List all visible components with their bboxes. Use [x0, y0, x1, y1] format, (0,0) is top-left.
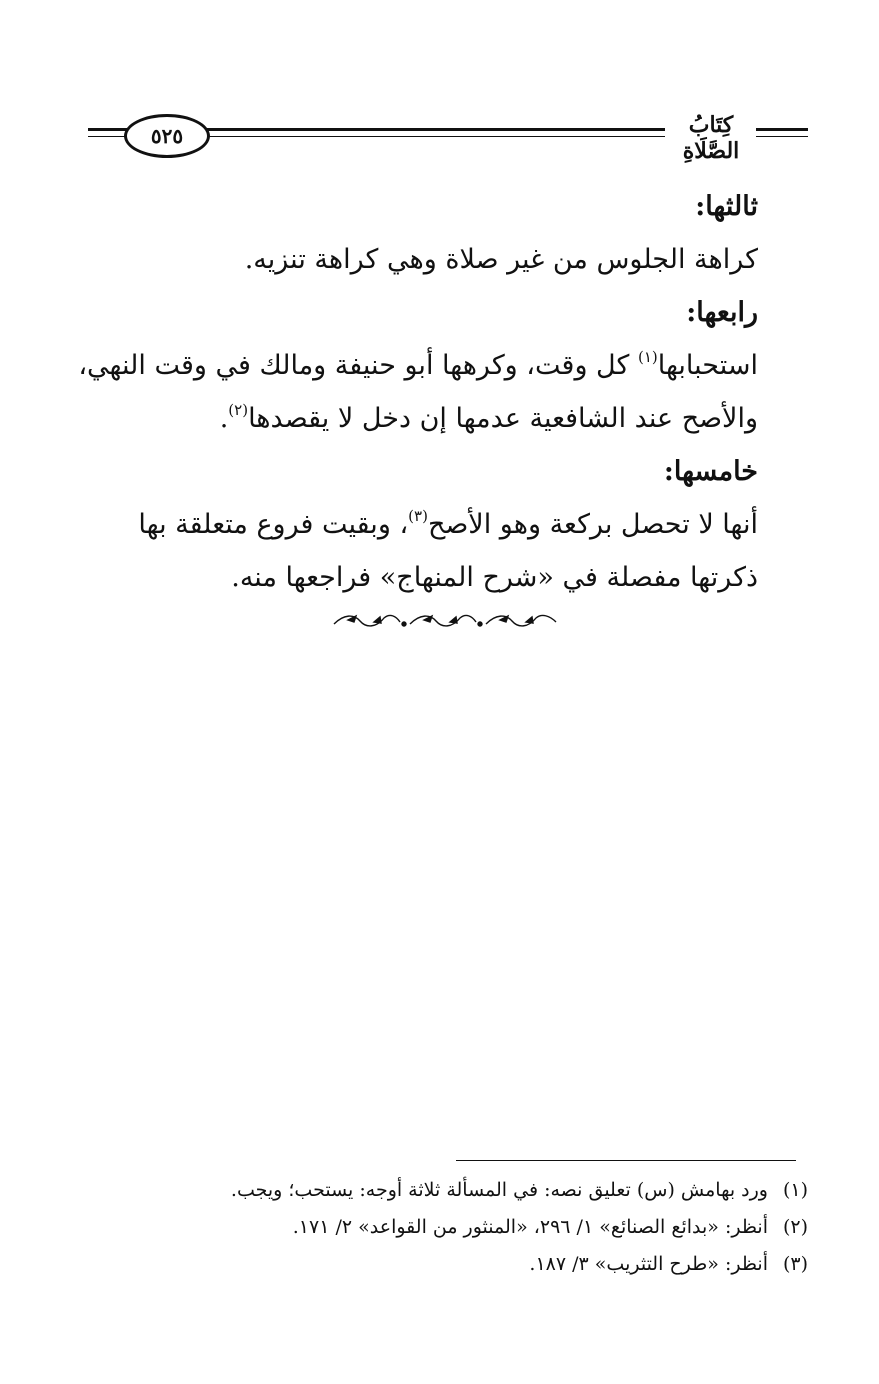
header-rule	[88, 128, 128, 131]
footnote-text: أنظر: «بدائع الصنائع» ١/ ٢٩٦، «المنثور من القواعد» ٢/ ١٧١.	[292, 1216, 768, 1238]
page-number: ٥٢٥	[124, 114, 210, 158]
header-rule	[200, 128, 665, 131]
paragraph: كراهة الجلوس من غير صلاة وهي كراهة تنزيه.	[244, 244, 758, 275]
footnote-number: (٢)	[782, 1216, 808, 1238]
footnote-text: أنظر: «طرح التثريب» ٣/ ١٨٧.	[529, 1253, 768, 1275]
header-rule	[756, 128, 808, 131]
footnote-number: (١)	[782, 1179, 808, 1201]
text-span: استحبابها	[657, 350, 758, 381]
footnote-separator	[456, 1160, 796, 1161]
footnote-number: (٣)	[782, 1253, 808, 1275]
paragraph	[78, 339, 758, 445]
main-text	[78, 180, 758, 604]
header-rule	[200, 136, 665, 137]
footnote	[120, 1172, 808, 1209]
section-heading: خامسها:	[663, 456, 758, 487]
section-heading: رابعها:	[686, 297, 758, 328]
footnote-ref[interactable]: (٣)	[408, 507, 428, 525]
running-title: كِتَابُ الصَّلَاةِ	[682, 112, 740, 164]
text-span: ، وبقيت فروع متعلقة بها ذكرتها مفصلة في «شرح المنهاج» فراجعها منه.	[138, 509, 758, 593]
ornament-divider-icon	[330, 610, 560, 632]
text-span: .	[219, 403, 229, 434]
text-span: كل وقت، وكرهها أبو حنيفة ومالك في وقت النهي، والأصح عند الشافعية عدمها إن دخل لا يقصدها	[78, 350, 758, 434]
footnote	[120, 1246, 808, 1283]
footnote-ref[interactable]: (١)	[637, 348, 658, 366]
header-rule	[756, 136, 808, 137]
footnotes	[120, 1172, 808, 1283]
text-span: أنها لا تحصل بركعة وهو الأصح	[427, 509, 758, 540]
footnote-ref[interactable]: (٢)	[228, 401, 249, 419]
section-heading: ثالثها:	[695, 191, 758, 222]
footnote	[120, 1209, 808, 1246]
footnote-text: ورد بهامش (س) تعليق نصه: في المسألة ثلاثة أوجه: يستحب؛ ويجب.	[230, 1179, 768, 1201]
page-header	[88, 112, 808, 164]
paragraph	[78, 498, 758, 604]
header-rule	[88, 136, 128, 137]
